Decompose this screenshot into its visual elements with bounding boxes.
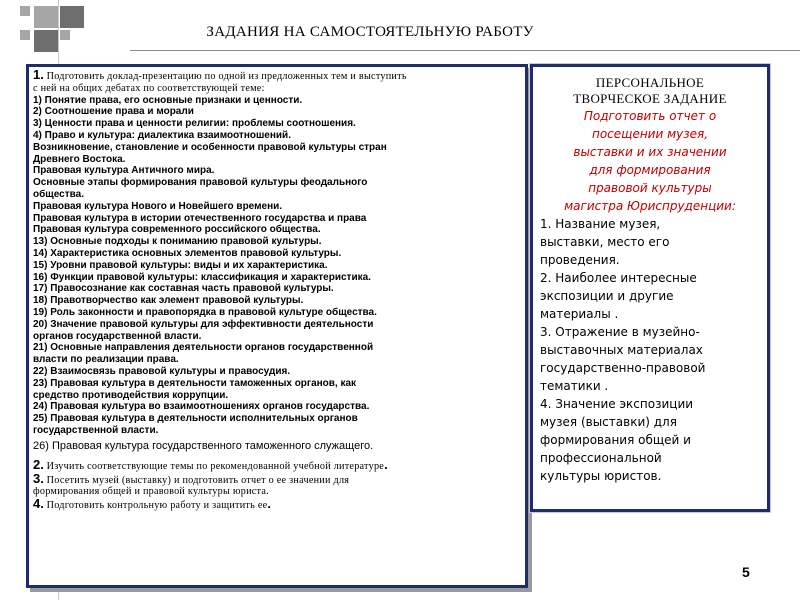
decor-square — [60, 6, 84, 28]
topic-item: Правовая культура Античного мира. — [33, 165, 215, 177]
description-line: для формирования — [589, 163, 711, 177]
tasks-box — [26, 64, 528, 588]
report-item-line: профессиональной — [540, 451, 662, 465]
task3-line — [33, 470, 521, 487]
task1-line2: с ней на общих дебатах по соответствующей теме: — [33, 82, 265, 94]
topic-item: 13) Основные подходы к пониманию правовой культуры. — [33, 236, 322, 248]
task3-text: Посетить музей (выставку) и подготовить отчет о ее значении для — [46, 474, 350, 486]
task2-number: 2. — [33, 456, 44, 472]
description-line: магистра Юриспруденции: — [564, 199, 736, 213]
task1-number: 1. — [33, 67, 44, 82]
task2-text: Изучить соответствующие темы по рекомендованной учебной литературе — [46, 460, 385, 472]
task4-number: 4. — [33, 496, 44, 512]
topic-item: 19) Роль законности и правопорядка в правовой культуре общества. — [33, 306, 377, 318]
topic-item: 4) Право и культура: диалектика взаимоотношений. — [33, 129, 291, 141]
topic-item: Правовая культура Нового и Новейшего времени. — [33, 200, 283, 212]
topic-item: государственной власти. — [33, 424, 159, 436]
report-item-line: экспозиции и другие — [540, 289, 674, 303]
topic-item: 21) Основные направления деятельности органов государственной — [33, 342, 374, 354]
decor-square — [34, 6, 58, 28]
task2-end: . — [384, 456, 388, 472]
creative-task-heading — [533, 75, 767, 107]
topic-item: 1) Понятие права, его основные признаки и ценности. — [33, 94, 303, 106]
heading-line: ТВОРЧЕСКОЕ ЗАДАНИЕ — [573, 91, 727, 106]
topic-list — [33, 95, 521, 437]
page-title: ЗАДАНИЯ НА САМОСТОЯТЕЛЬНУЮ РАБОТУ — [206, 24, 534, 40]
heading-line: ПЕРСОНАЛЬНОЕ — [595, 75, 705, 90]
topic-item: 14) Характеристика основных элементов правовой культуры. — [33, 247, 342, 259]
topic-item: 3) Ценности права и ценности религии: проблемы соотношения. — [33, 118, 356, 130]
topic-item: 18) Правотворчество как элемент правовой культуры. — [33, 295, 304, 307]
report-item-line: 4. Значение экспозиции — [540, 397, 694, 411]
report-item-line: выставки, место его — [540, 235, 670, 249]
topic-item: 24) Правовая культура во взаимоотношениях органов государства. — [33, 401, 370, 413]
topic-item: Основные этапы формирования правовой культуры феодального — [33, 177, 368, 189]
decor-square — [34, 30, 58, 52]
topic-item: 2) Соотношение права и морали — [33, 106, 194, 118]
topic-item: 15) Уровни правовой культуры: виды и их характеристика. — [33, 259, 328, 271]
topic-item: Возникновение, становление и особенности правовой культуры стран — [33, 141, 387, 153]
report-item-line: культуры юристов. — [540, 469, 662, 483]
task1-line — [33, 69, 521, 83]
decor-square — [60, 30, 70, 40]
report-item-line: тематики . — [540, 379, 609, 393]
task4-text: Подготовить контрольную работу и защитить ее — [46, 500, 268, 512]
topic-item: Правовая культура современного российского общества. — [33, 224, 321, 236]
topic-item: 16) Функции правовой культуры: классификация и характеристика. — [33, 271, 371, 283]
report-item-line: 3. Отражение в музейно- — [540, 325, 700, 339]
report-item-line: музея (выставки) для — [540, 415, 677, 429]
topic-26: 26) Правовая культура государственного таможенного служащего. — [33, 439, 374, 452]
report-item-line: проведения. — [540, 253, 620, 267]
creative-task-box — [530, 64, 770, 512]
topic-item: 17) Правосознание как составная часть правовой культуры. — [33, 283, 334, 295]
report-item-line: формирования общей и — [540, 433, 691, 447]
task2-line — [33, 456, 521, 473]
description-line: посещении музея, — [591, 127, 709, 141]
topic-item: Древнего Востока. — [33, 153, 126, 165]
creative-task-description — [533, 107, 767, 215]
topic-item: 20) Значение правовой культуры для эффективности деятельности — [33, 318, 374, 330]
topic-item: Правовая культура в истории отечественного государства и права — [33, 212, 367, 224]
topic-item: 22) Взаимосвязь правовой культуры и правосудия. — [33, 365, 291, 377]
topic-item: власти по реализации права. — [33, 354, 179, 366]
report-item-line: материалы . — [540, 307, 619, 321]
description-line: Подготовить отчет о — [583, 109, 717, 123]
report-item-line: 1. Название музея, — [540, 217, 661, 231]
task3-line2: формирования общей и правовой культуры юриста. — [33, 486, 269, 498]
decor-square — [20, 6, 30, 16]
report-item-line: выставочных материалах — [540, 343, 703, 357]
title-rule — [130, 50, 800, 51]
report-item-line: государственно-правовой — [540, 361, 706, 375]
topic-item: средство противодействия коррупции. — [33, 389, 229, 401]
report-item-line: 2. Наиболее интересные — [540, 271, 697, 285]
task3-number: 3. — [33, 470, 44, 486]
creative-task-items — [533, 215, 767, 485]
task1-text: Подготовить доклад-презентацию по одной из предложенных тем и выступить — [46, 71, 407, 82]
page-number: 5 — [742, 564, 750, 580]
task4-line — [33, 498, 521, 512]
description-line: выставки и их значении — [573, 145, 727, 159]
topic-item: общества. — [33, 188, 84, 200]
task4-end: . — [267, 496, 271, 512]
description-line: правовой культуры — [588, 181, 712, 195]
topic-item: 25) Правовая культура в деятельности исполнительных органов — [33, 413, 358, 425]
decor-square — [20, 30, 30, 40]
topic-item: 23) Правовая культура в деятельности таможенных органов, как — [33, 377, 357, 389]
topic-item: органов государственной власти. — [33, 330, 202, 342]
